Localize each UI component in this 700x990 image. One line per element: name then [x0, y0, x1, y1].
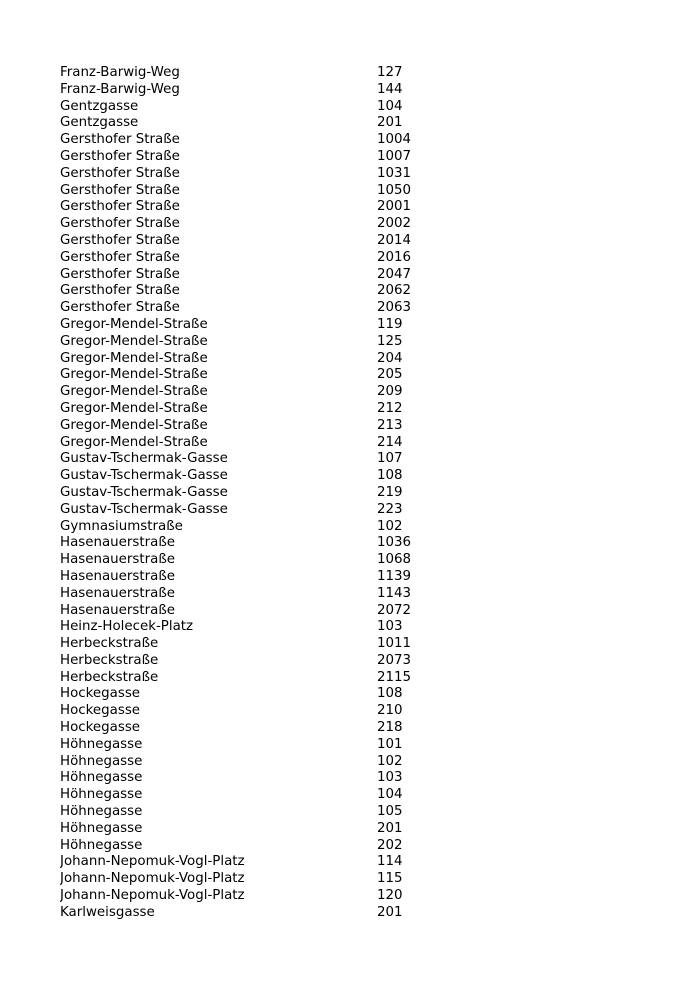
list-item — [60, 250, 660, 267]
house-number: 1031 — [377, 165, 412, 181]
list-item — [60, 132, 660, 149]
house-number: 214 — [377, 434, 403, 450]
house-number: 107 — [377, 451, 403, 467]
list-item — [60, 519, 660, 536]
house-number: 1139 — [377, 568, 412, 584]
list-item — [60, 401, 660, 418]
street-name: Hockegasse — [60, 720, 141, 736]
house-number: 2073 — [377, 652, 412, 668]
house-number: 1007 — [377, 148, 412, 164]
list-item — [60, 216, 660, 233]
list-item — [60, 65, 660, 82]
street-name: Gustav-Tschermak-Gasse — [60, 484, 228, 500]
house-number: 219 — [377, 484, 403, 500]
list-item — [60, 552, 660, 569]
street-name: Gregor-Mendel-Straße — [60, 400, 208, 416]
street-name: Herbeckstraße — [60, 636, 159, 652]
house-number: 108 — [377, 686, 403, 702]
street-name: Hasenauerstraße — [60, 552, 176, 568]
house-number: 103 — [377, 770, 403, 786]
house-number: 2001 — [377, 199, 412, 215]
street-name: Höhnegasse — [60, 770, 143, 786]
street-name: Gregor-Mendel-Straße — [60, 417, 208, 433]
street-name: Gustav-Tschermak-Gasse — [60, 451, 228, 467]
house-number: 1011 — [377, 636, 412, 652]
house-number: 205 — [377, 367, 403, 383]
list-item — [60, 367, 660, 384]
list-item — [60, 334, 660, 351]
list-item — [60, 82, 660, 99]
street-name: Höhnegasse — [60, 753, 143, 769]
house-number: 119 — [377, 316, 403, 332]
list-item — [60, 653, 660, 670]
house-number: 1004 — [377, 132, 412, 148]
house-number: 201 — [377, 115, 403, 131]
street-name: Gustav-Tschermak-Gasse — [60, 501, 228, 517]
house-number: 209 — [377, 384, 403, 400]
house-number: 105 — [377, 804, 403, 820]
house-number: 108 — [377, 468, 403, 484]
house-number: 2016 — [377, 249, 412, 265]
list-item — [60, 871, 660, 888]
house-number: 115 — [377, 871, 403, 887]
house-number: 102 — [377, 753, 403, 769]
list-item — [60, 183, 660, 200]
list-item — [60, 115, 660, 132]
list-item — [60, 384, 660, 401]
list-item — [60, 149, 660, 166]
street-name: Höhnegasse — [60, 837, 143, 853]
street-name: Gregor-Mendel-Straße — [60, 333, 208, 349]
list-item — [60, 787, 660, 804]
house-number: 2072 — [377, 602, 412, 618]
house-number: 103 — [377, 619, 403, 635]
street-name: Hasenauerstraße — [60, 535, 176, 551]
street-name: Gregor-Mendel-Straße — [60, 350, 208, 366]
list-item — [60, 737, 660, 754]
list-item — [60, 418, 660, 435]
list-item — [60, 99, 660, 116]
list-item — [60, 166, 660, 183]
list-item — [60, 686, 660, 703]
street-name: Heinz-Holecek-Platz — [60, 619, 194, 635]
house-number: 2014 — [377, 232, 412, 248]
street-name: Karlweisgasse — [60, 904, 155, 920]
list-item — [60, 905, 660, 922]
street-name: Gersthofer Straße — [60, 165, 180, 181]
list-item — [60, 535, 660, 552]
house-number: 213 — [377, 417, 403, 433]
list-item — [60, 351, 660, 368]
street-name: Gersthofer Straße — [60, 182, 180, 198]
list-item — [60, 636, 660, 653]
street-name: Hockegasse — [60, 686, 141, 702]
list-item — [60, 703, 660, 720]
street-name: Hasenauerstraße — [60, 602, 176, 618]
house-number: 1050 — [377, 182, 412, 198]
street-name: Gregor-Mendel-Straße — [60, 434, 208, 450]
house-number: 210 — [377, 703, 403, 719]
house-number: 102 — [377, 518, 403, 534]
street-name: Hockegasse — [60, 703, 141, 719]
house-number: 104 — [377, 98, 403, 114]
house-number: 104 — [377, 787, 403, 803]
street-name: Gregor-Mendel-Straße — [60, 367, 208, 383]
list-item — [60, 435, 660, 452]
list-item — [60, 468, 660, 485]
street-name: Johann-Nepomuk-Vogl-Platz — [60, 854, 245, 870]
list-item — [60, 569, 660, 586]
street-name: Franz-Barwig-Weg — [60, 81, 180, 97]
list-item — [60, 199, 660, 216]
street-name: Gentzgasse — [60, 115, 139, 131]
street-name: Gersthofer Straße — [60, 300, 180, 316]
house-number: 1143 — [377, 585, 412, 601]
street-name: Herbeckstraße — [60, 669, 159, 685]
street-name: Johann-Nepomuk-Vogl-Platz — [60, 888, 245, 904]
street-name: Höhnegasse — [60, 820, 143, 836]
list-item — [60, 804, 660, 821]
house-number: 1036 — [377, 535, 412, 551]
list-item — [60, 854, 660, 871]
house-number: 125 — [377, 333, 403, 349]
list-item — [60, 720, 660, 737]
address-list — [60, 65, 660, 922]
list-item — [60, 619, 660, 636]
house-number: 101 — [377, 736, 403, 752]
street-name: Gustav-Tschermak-Gasse — [60, 468, 228, 484]
street-name: Franz-Barwig-Weg — [60, 65, 180, 80]
house-number: 127 — [377, 65, 403, 80]
street-name: Herbeckstraße — [60, 652, 159, 668]
street-name: Gymnasiumstraße — [60, 518, 183, 534]
house-number: 114 — [377, 854, 403, 870]
house-number: 144 — [377, 81, 403, 97]
house-number: 212 — [377, 400, 403, 416]
list-item — [60, 888, 660, 905]
list-item — [60, 485, 660, 502]
list-item — [60, 770, 660, 787]
street-name: Gentzgasse — [60, 98, 139, 114]
street-name: Johann-Nepomuk-Vogl-Platz — [60, 871, 245, 887]
street-name: Gersthofer Straße — [60, 232, 180, 248]
list-item — [60, 451, 660, 468]
street-name: Hasenauerstraße — [60, 585, 176, 601]
list-item — [60, 838, 660, 855]
street-name: Höhnegasse — [60, 804, 143, 820]
list-item — [60, 300, 660, 317]
street-name: Gersthofer Straße — [60, 199, 180, 215]
list-item — [60, 754, 660, 771]
list-item — [60, 502, 660, 519]
street-name: Gersthofer Straße — [60, 148, 180, 164]
list-item — [60, 283, 660, 300]
house-number: 218 — [377, 720, 403, 736]
house-number: 120 — [377, 888, 403, 904]
house-number: 2063 — [377, 300, 412, 316]
list-item — [60, 267, 660, 284]
house-number: 201 — [377, 820, 403, 836]
list-item — [60, 603, 660, 620]
street-name: Gregor-Mendel-Straße — [60, 316, 208, 332]
street-name: Höhnegasse — [60, 787, 143, 803]
street-name: Gersthofer Straße — [60, 266, 180, 282]
house-number: 204 — [377, 350, 403, 366]
list-item — [60, 670, 660, 687]
street-name: Gersthofer Straße — [60, 283, 180, 299]
house-number: 2115 — [377, 669, 412, 685]
street-name: Gersthofer Straße — [60, 132, 180, 148]
street-name: Gersthofer Straße — [60, 216, 180, 232]
house-number: 202 — [377, 837, 403, 853]
street-name: Hasenauerstraße — [60, 568, 176, 584]
house-number: 2002 — [377, 216, 412, 232]
house-number: 2047 — [377, 266, 412, 282]
list-item — [60, 586, 660, 603]
house-number: 201 — [377, 904, 403, 920]
list-item — [60, 317, 660, 334]
street-name: Gersthofer Straße — [60, 249, 180, 265]
street-name: Gregor-Mendel-Straße — [60, 384, 208, 400]
house-number: 2062 — [377, 283, 412, 299]
house-number: 1068 — [377, 552, 412, 568]
house-number: 223 — [377, 501, 403, 517]
list-item — [60, 821, 660, 838]
list-item — [60, 233, 660, 250]
street-name: Höhnegasse — [60, 736, 143, 752]
